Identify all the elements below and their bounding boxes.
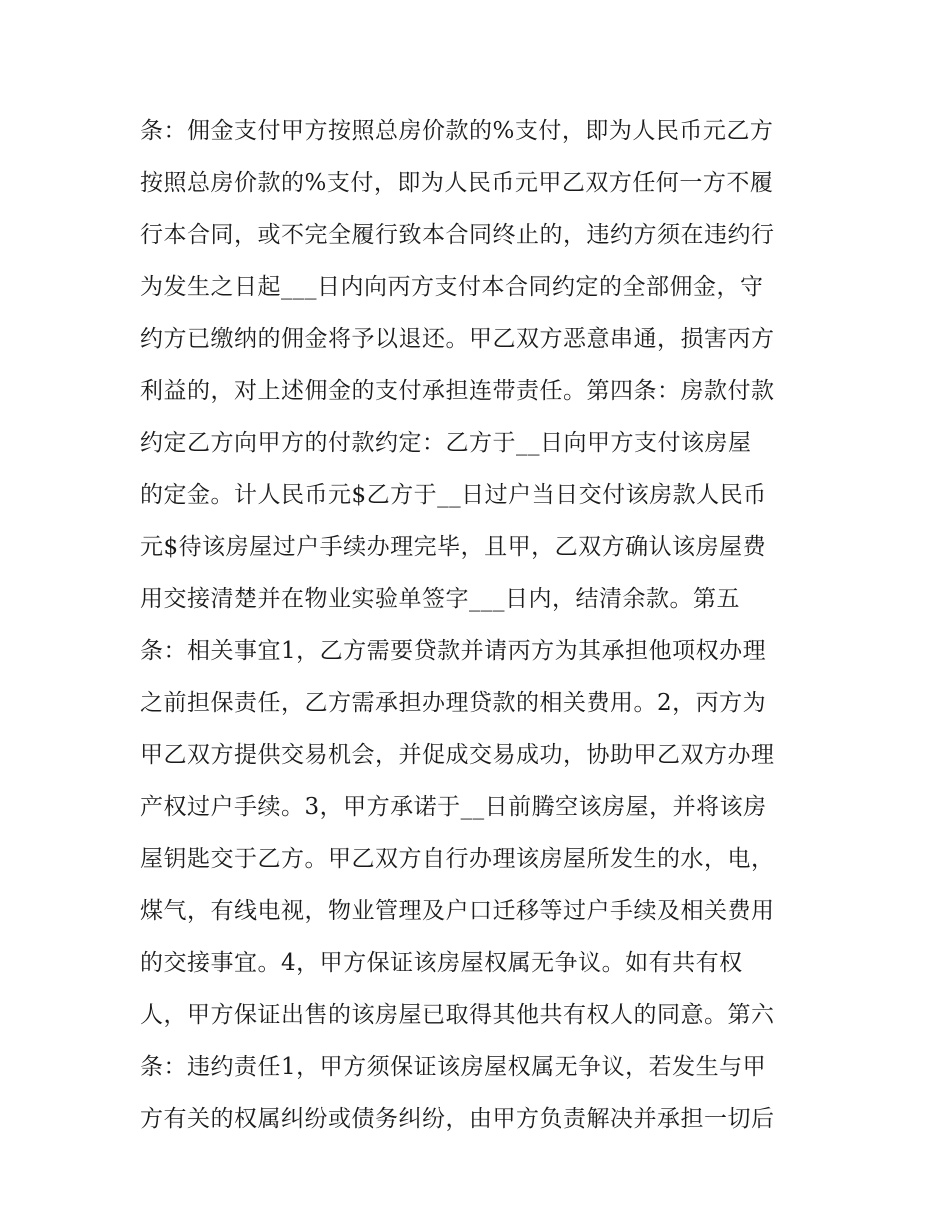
contract-body-text	[140, 105, 830, 1145]
text-line: 利益的，对上述佣金的支付承担连带责任。第四条：房款付款	[140, 378, 775, 404]
text-line: 之前担保责任，乙方需承担办理贷款的相关费用。2，丙方为	[140, 690, 767, 716]
text-line: 元$待该房屋过户手续办理完毕，且甲，乙双方确认该房屋费	[140, 534, 767, 560]
text-line: 甲乙双方提供交易机会，并促成交易成功，协助甲乙双方办理	[140, 742, 775, 768]
text-line: 人，甲方保证出售的该房屋已取得其他共有权人的同意。第六	[140, 1002, 775, 1028]
text-line: 用交接清楚并在物业实验单签字___日内，结清余款。第五	[140, 586, 740, 612]
text-line: 产权过户手续。3，甲方承诺于__日前腾空该房屋，并将该房	[140, 794, 767, 820]
text-line: 条：佣金支付甲方按照总房价款的%支付，即为人民币元乙方	[140, 118, 774, 144]
text-line: 方有关的权属纠纷或债务纠纷，由甲方负责解决并承担一切后	[140, 1106, 775, 1132]
text-line: 条：相关事宜1，乙方需要贷款并请丙方为其承担他项权办理	[140, 638, 767, 664]
text-line: 为发生之日起___日内向丙方支付本合同约定的全部佣金，守	[140, 274, 764, 300]
text-line: 条：违约责任1，甲方须保证该房屋权属无争议，若发生与甲	[140, 1054, 767, 1080]
text-line: 的交接事宜。4，甲方保证该房屋权属无争议。如有共有权	[140, 950, 743, 976]
text-line: 屋钥匙交于乙方。甲乙双方自行办理该房屋所发生的水，电，	[140, 846, 775, 872]
text-line: 按照总房价款的%支付，即为人民币元甲乙双方任何一方不履	[140, 170, 774, 196]
text-line: 约定乙方向甲方的付款约定：乙方于__日向甲方支付该房屋	[140, 430, 752, 456]
text-line: 煤气，有线电视，物业管理及户口迁移等过户手续及相关费用	[140, 898, 775, 924]
text-line: 的定金。计人民币元$乙方于__日过户当日交付该房款人民币	[140, 482, 767, 508]
text-line: 约方已缴纳的佣金将予以退还。甲乙双方恶意串通，损害丙方	[140, 326, 775, 352]
text-line: 行本合同，或不完全履行致本合同终止的，违约方须在违约行	[140, 222, 775, 248]
